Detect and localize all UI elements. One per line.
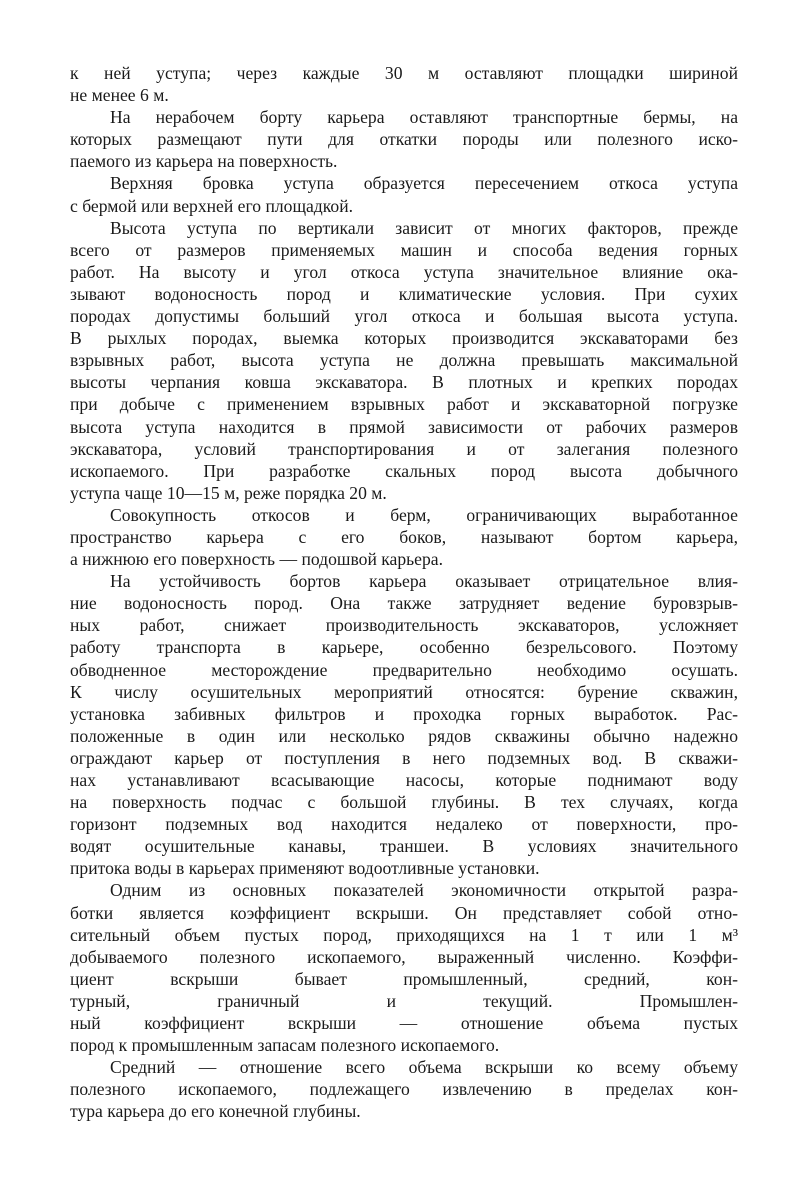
text-line: работу транспорта в карьере, особенно безрельсового. Поэтому xyxy=(70,637,738,658)
text-line: всего от размеров применяемых машин и способа ведения горных xyxy=(70,239,738,260)
text-line: обводненное месторождение предварительно необходимо осушать. xyxy=(70,659,738,680)
text-line: породах допустимы больший угол откоса и большая высота уступа. xyxy=(70,306,738,327)
paragraph-upper-edge xyxy=(70,172,738,216)
paragraph-pit-wall xyxy=(70,504,738,570)
text-line: Совокупность откосов и берм, ограничивающих выработанное xyxy=(110,504,738,525)
text-line: которых размещают пути для откатки породы или полезного иско- xyxy=(70,129,738,150)
text-line: ных работ, снижает производительность экскаваторов, усложняет xyxy=(70,615,738,636)
text-line: работ. На высоту и угол откоса уступа значительное влияние ока- xyxy=(70,261,738,282)
text-line: положенные в один или несколько рядов скважины обычно надежно xyxy=(70,725,738,746)
text-line: зывают водоносность пород и климатические условия. При сухих xyxy=(70,283,738,304)
text-line: циент вскрыши бывает промышленный, средний, кон- xyxy=(70,968,738,989)
text-line: нах устанавливают всасывающие насосы, которые поднимают воду xyxy=(70,770,738,790)
text-line: ный коэффициент вскрыши — отношение объема пустых xyxy=(70,1013,738,1034)
text-line: Средний — отношение всего объема вскрыши ко всему объему xyxy=(110,1057,738,1078)
text-line: ние водоносность пород. Она также затрудняет ведение буровзрыв- xyxy=(70,593,738,614)
text-line: турный, граничный и текущий. Промышлен- xyxy=(70,990,738,1011)
text-line: полезного ископаемого, подлежащего извлечению в пределах кон- xyxy=(70,1079,738,1100)
paragraph-berm-width xyxy=(70,62,738,106)
text-line: горизонт подземных вод находится недалеко от поверхности, про- xyxy=(70,814,738,835)
paragraph-bench-height xyxy=(70,217,738,504)
text-line: притока воды в карьерах применяют водоотливные установки. xyxy=(70,858,540,879)
text-line: высоты черпания ковша экскаватора. В плотных и крепких породах xyxy=(70,372,738,393)
text-line: ботки является коэффициент вскрыши. Он представляет собой отно- xyxy=(70,902,738,923)
text-line: не менее 6 м. xyxy=(70,85,169,106)
text-line: В рыхлых породах, выемка которых производится экскаваторами без xyxy=(70,328,738,349)
text-line: при добыче с применением взрывных работ и экскаваторной погрузке xyxy=(70,394,738,415)
text-line: установка забивных фильтров и проходка горных выработок. Рас- xyxy=(70,703,738,724)
text-line: экскаватора, условий транспортирования и от залегания полезного xyxy=(70,438,738,459)
text-line: водят осушительные канавы, траншеи. В условиях значительного xyxy=(70,836,738,857)
paragraph-stripping-ratio xyxy=(70,879,738,1056)
text-line: Верхняя бровка уступа образуется пересечением откоса уступа xyxy=(110,173,738,194)
book-page xyxy=(70,62,738,1123)
text-line: На устойчивость бортов карьера оказывает отрицательное влия- xyxy=(110,571,738,592)
text-line: ископаемого. При разработке скальных пород высота добычного xyxy=(70,460,738,481)
text-line: к ней уступа; через каждые 30 м оставляют площадки шириной xyxy=(70,63,738,83)
text-line: Высота уступа по вертикали зависит от многих факторов, прежде xyxy=(110,217,738,238)
paragraph-average-ratio xyxy=(70,1056,738,1122)
text-line: на поверхность подчас с большой глубины. В тех случаях, когда xyxy=(70,792,738,813)
paragraph-drainage xyxy=(70,570,738,879)
text-line: На нерабочем борту карьера оставляют транспортные бермы, на xyxy=(110,107,738,128)
text-line: высота уступа находится в прямой зависимости от рабочих размеров xyxy=(70,416,738,437)
text-line: Одним из основных показателей экономичности открытой разра- xyxy=(110,880,738,901)
text-line: с бермой или верхней его площадкой. xyxy=(70,195,354,216)
text-line: пространство карьера с его боков, называют бортом карьера, xyxy=(70,526,738,547)
text-line: пород к промышленным запасам полезного ископаемого. xyxy=(70,1035,500,1056)
paragraph-transport-berms xyxy=(70,106,738,172)
text-line: взрывных работ, высота уступа не должна превышать максимальной xyxy=(70,350,738,371)
text-line: уступа чаще 10—15 м, реже порядка 20 м. xyxy=(70,482,387,503)
text-line: добываемого полезного ископаемого, выраженный численно. Коэффи- xyxy=(70,946,738,967)
text-line: тура карьера до его конечной глубины. xyxy=(70,1101,361,1122)
text-line: а нижнюю его поверхность — подошвой карьера. xyxy=(70,549,443,570)
text-line: сительный объем пустых пород, приходящихся на 1 т или 1 м³ xyxy=(70,924,738,945)
text-line: ограждают карьер от поступления в него подземных вод. В скважи- xyxy=(70,747,738,768)
text-line: паемого из карьера на поверхность. xyxy=(70,151,338,172)
text-line: К числу осушительных мероприятий относятся: бурение скважин, xyxy=(70,681,738,702)
